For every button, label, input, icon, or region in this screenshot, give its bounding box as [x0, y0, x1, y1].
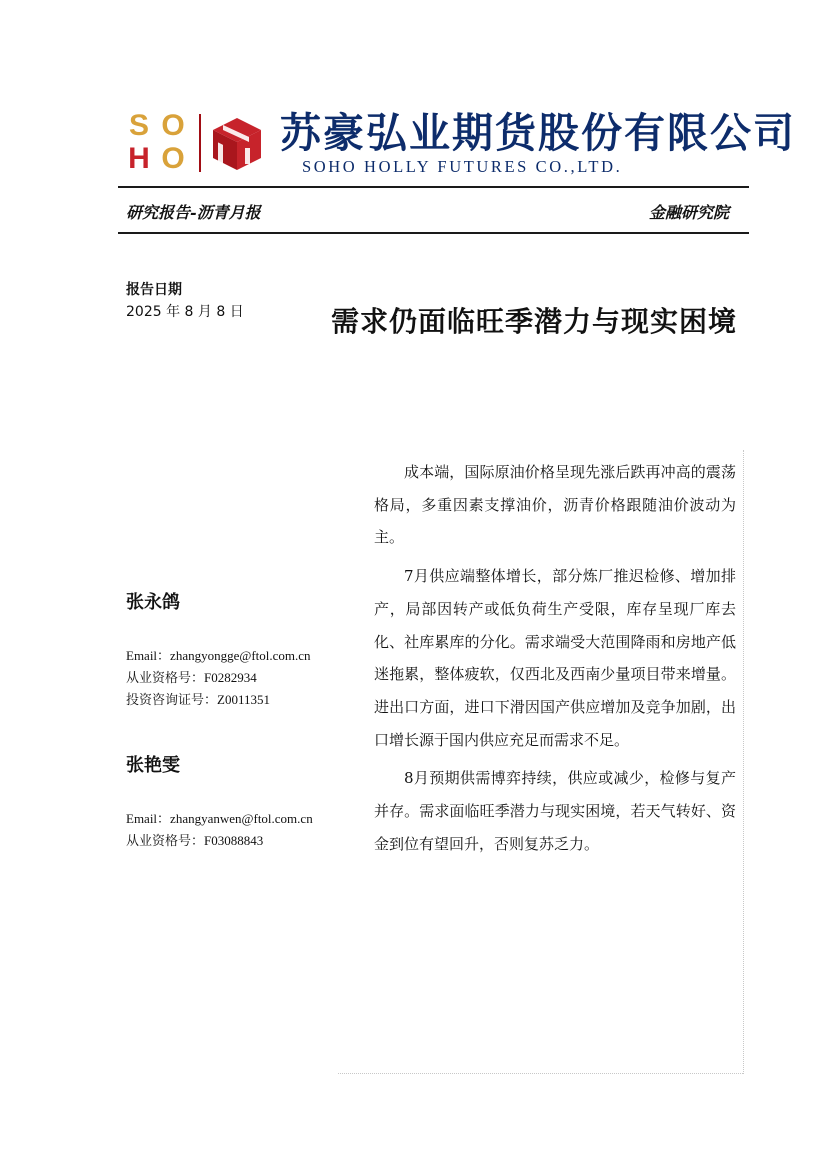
report-date-label: 报告日期 [126, 282, 182, 298]
summary-paragraph: 8月预期供需博弈持续，供应或减少，检修与复产并存。需求面临旺季潜力与现实困境，若天气转好、资金到位有望回升，否则复苏乏力。 [374, 769, 736, 853]
logo-letter: S [128, 108, 149, 142]
analyst-consult-license: 投资咨询证号：Z0011351 [126, 692, 270, 707]
report-type: 研究报告-沥青月报 [126, 203, 261, 222]
analyst-license: 从业资格号：F03088843 [126, 833, 264, 848]
summary-border-right [743, 450, 744, 1074]
header-bottom-rule [118, 232, 749, 234]
summary-paragraph: 成本端，国际原油价格呈现先涨后跌再冲高的震荡格局，多重因素支撑油价，沥青价格跟随油价波动为主。 [374, 463, 736, 547]
logo-divider [199, 114, 201, 172]
soho-logo [124, 108, 190, 175]
analyst-name: 张艳雯 [126, 755, 180, 776]
analyst-email: Email：zhangyongge@ftol.com.cn [126, 648, 311, 663]
logo-letter: O [161, 108, 185, 142]
report-date-value: 2025 年 8 月 8 日 [126, 304, 244, 320]
report-title: 需求仍面临旺季潜力与现实困境 [331, 305, 738, 338]
summary-border-bottom [338, 1073, 743, 1074]
report-summary [374, 456, 736, 866]
header-top-rule [118, 186, 749, 188]
logo-letter: O [161, 141, 185, 175]
logo-letter: H [128, 141, 150, 175]
gift-box-logo-icon [209, 112, 265, 172]
department: 金融研究院 [648, 203, 729, 222]
summary-paragraph: 7月供应端整体增长，部分炼厂推迟检修、增加排产，局部因转产或低负荷生产受限，库存呈现厂库去化、社库累库的分化。需求端受大范围降雨和房地产低迷拖累，整体疲软，仅西北及西南少量项目带来增量。进出口方面，进口下滑因国产供应增加及竞争加剧，出口增长源于国内供应充足而需求不足。 [374, 567, 736, 749]
company-name-cn: 苏豪弘业期货股份有限公司 [280, 109, 796, 157]
analyst-email: Email：zhangyanwen@ftol.com.cn [126, 811, 313, 826]
company-name-en: SOHO HOLLY FUTURES CO.,LTD. [302, 157, 623, 176]
analyst-license: 从业资格号：F0282934 [126, 670, 257, 685]
analyst-name: 张永鸽 [126, 592, 180, 613]
